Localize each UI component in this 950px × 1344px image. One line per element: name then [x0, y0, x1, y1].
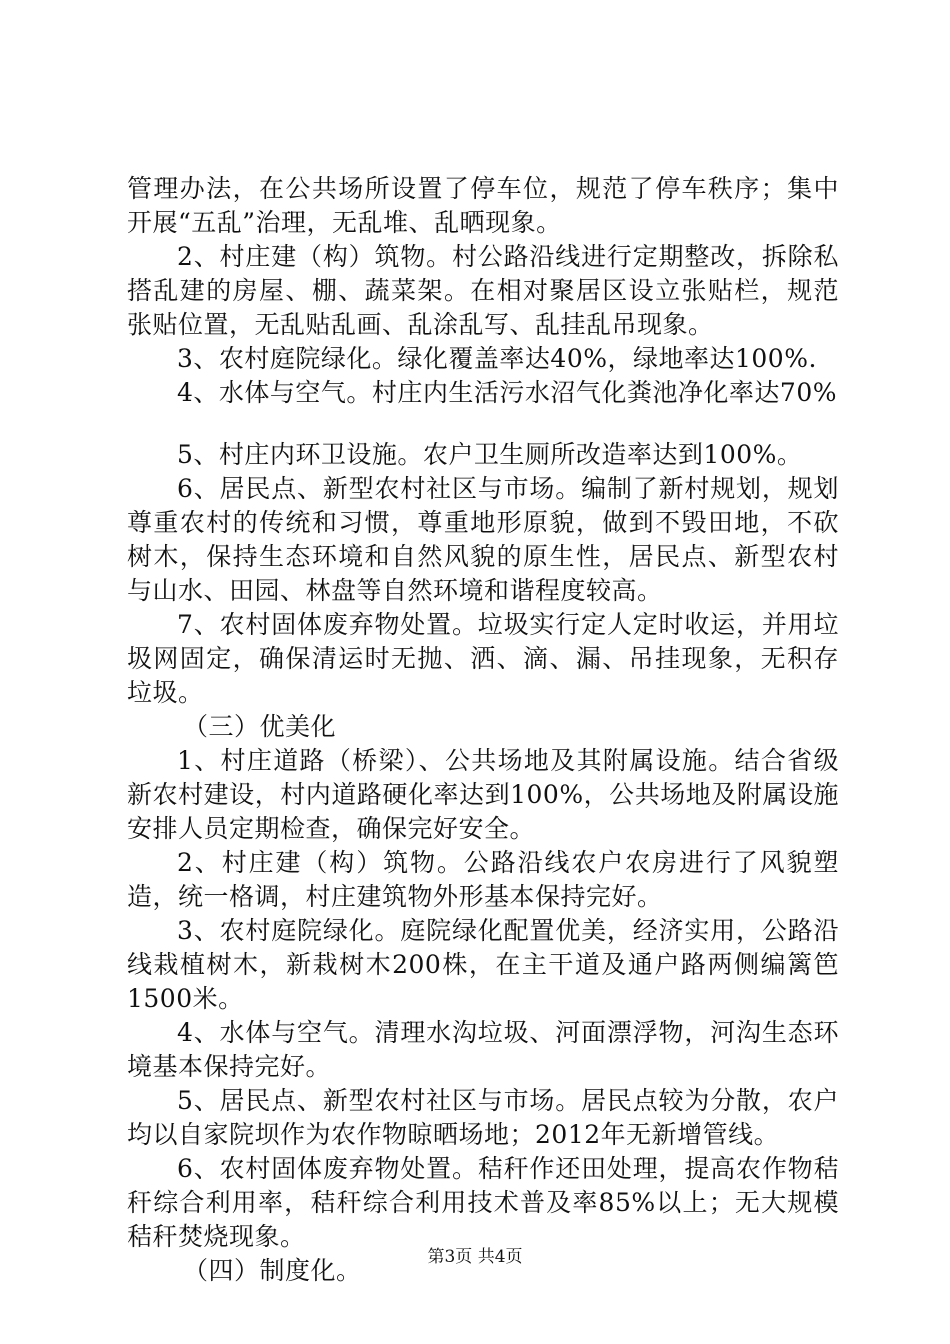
section-heading-beautification: （三）优美化 [183, 712, 337, 741]
section-heading-institutionalization: （四）制度化。 [183, 1256, 362, 1285]
paragraph-tree-planting: 3、农村庭院绿化。庭院绿化配置优美，经济实用，公路沿线栽植树木，新栽树木200株，在主干道及通户路两侧编篱笆1500米。 [127, 916, 839, 1013]
paragraph-courtyard-greening: 3、农村庭院绿化。绿化覆盖率达40%，绿地率达100%. [177, 344, 817, 373]
paragraph-building-style: 2、村庄建（构）筑物。公路沿线农户农房进行了风貌塑造，统一格调，村庄建筑物外形基本保持完好。 [127, 848, 839, 911]
paragraph-roads-bridges: 1、村庄道路（桥梁）、公共场地及其附属设施。结合省级新农村建设，村内道路硬化率达到100%，公共场地及附属设施安排人员定期检查，确保完好安全。 [127, 746, 839, 843]
document-body [127, 172, 839, 1288]
paragraph-straw-disposal: 6、农村固体废弃物处置。秸秆作还田处理，提高农作物秸秆综合利用率，秸秆综合利用技术普及率85%以上；无大规模秸秆焚烧现象。 [127, 1154, 839, 1251]
paragraph-residential-planning: 6、居民点、新型农村社区与市场。编制了新村规划，规划尊重农村的传统和习惯，尊重地形原貌，做到不毁田地，不砍树木，保持生态环境和自然风貌的原生性，居民点、新型农村与山水、田园、林盘等自然环境和谐程度较高。 [127, 474, 839, 605]
paragraph-village-buildings: 2、村庄建（构）筑物。村公路沿线进行定期整改，拆除私搭乱建的房屋、棚、蔬菜架。在相对聚居区设立张贴栏，规范张贴位置，无乱贴乱画、乱涂乱写、乱挂乱吊现象。 [127, 242, 839, 339]
paragraph-residential-areas: 5、居民点、新型农村社区与市场。居民点较为分散，农户均以自家院坝作为农作物晾晒场地；2012年无新增管线。 [127, 1086, 839, 1149]
paragraph-management-measures: 管理办法，在公共场所设置了停车位，规范了停车秩序；集中开展“五乱”治理，无乱堆、乱晒现象。 [127, 174, 839, 237]
paragraph-solid-waste: 7、农村固体废弃物处置。垃圾实行定人定时收运，并用垃圾网固定，确保清运时无抛、洒、滴、漏、吊挂现象，无积存垃圾。 [127, 610, 839, 707]
paragraph-sanitation-facilities: 5、村庄内环卫设施。农户卫生厕所改造率达到100%。 [177, 440, 803, 469]
paragraph-water-air: 4、水体与空气。村庄内生活污水沼气化粪池净化率达70% [177, 378, 837, 407]
paragraph-water-cleanup: 4、水体与空气。清理水沟垃圾、河面漂浮物，河沟生态环境基本保持完好。 [127, 1018, 839, 1081]
page-number-footer: 第3页 共4页 [427, 1247, 523, 1267]
